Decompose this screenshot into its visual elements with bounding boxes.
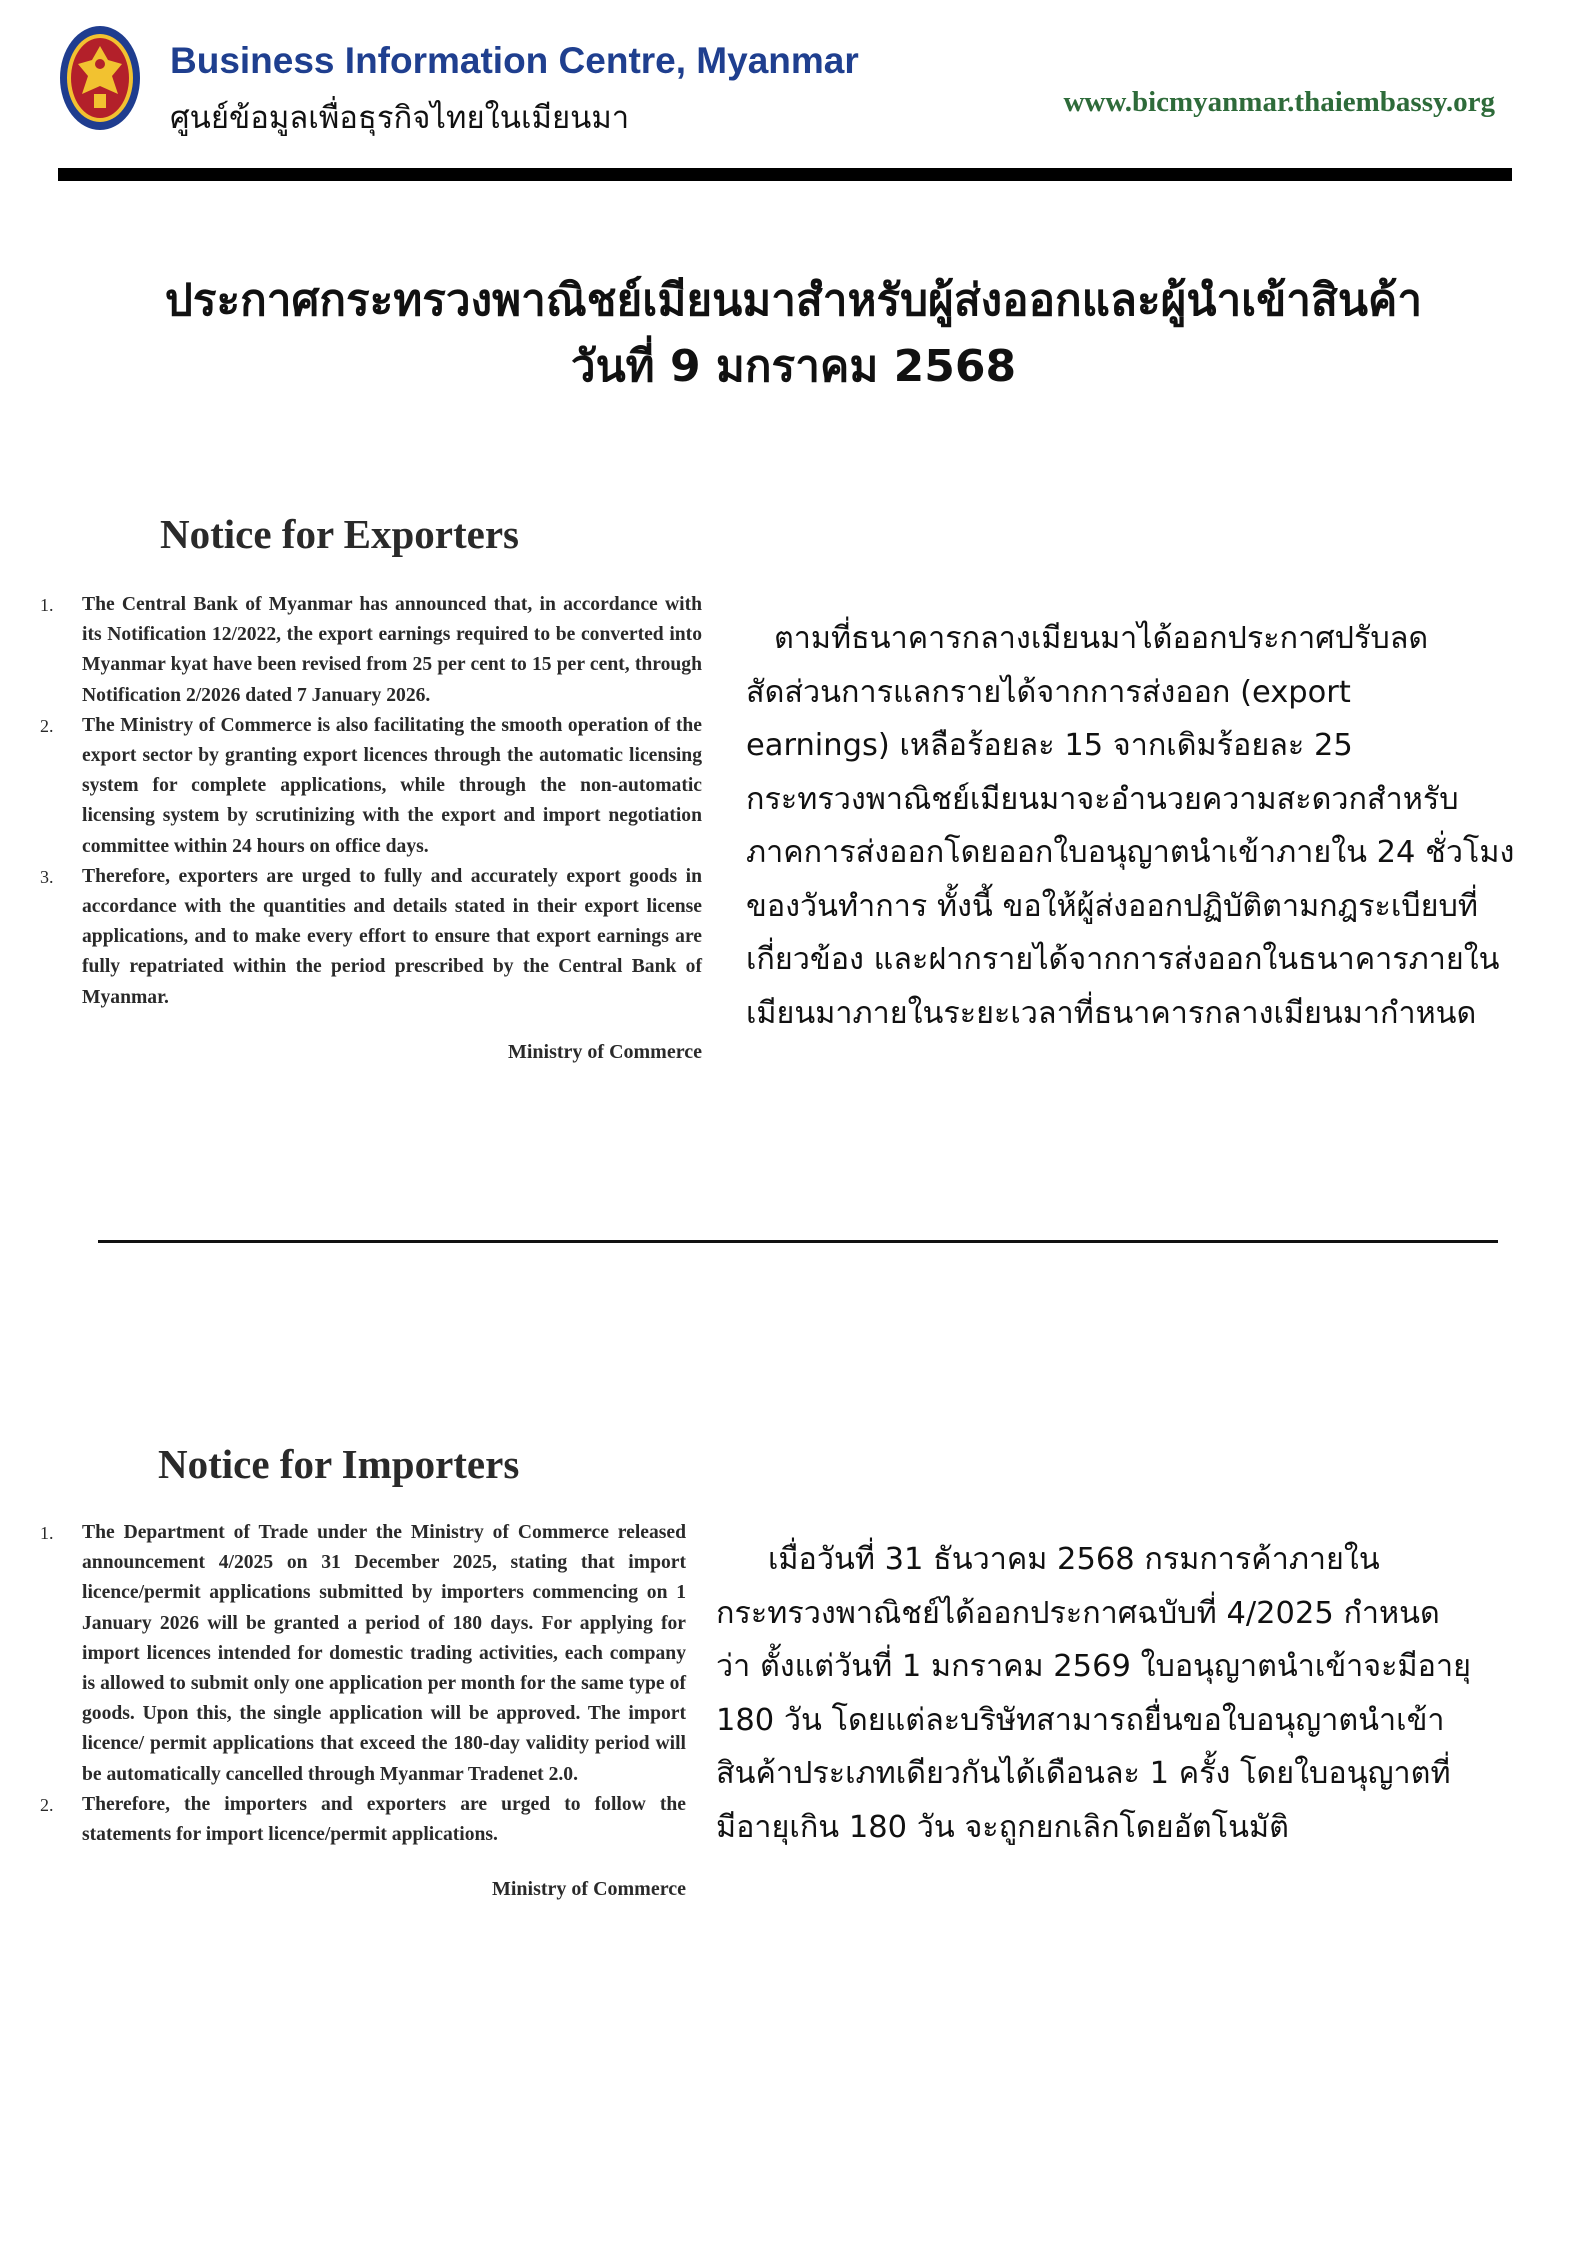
- summary-line: เกี่ยวข้อง และฝากรายได้จากการส่งออกในธนาคารภายใน: [746, 942, 1500, 977]
- summary-line: ตามที่ธนาคารกลางเมียนมาได้ออกประกาศปรับลด: [774, 621, 1429, 656]
- exporters-notice-item: [40, 711, 702, 862]
- exporters-summary-th: [746, 612, 1514, 1040]
- summary-line: เมื่อวันที่ 31 ธันวาคม 2568 กรมการค้าภายใน: [768, 1542, 1380, 1577]
- section-divider: [98, 1240, 1498, 1243]
- importers-summary-th: [716, 1533, 1471, 1854]
- summary-line: กระทรวงพาณิชย์ได้ออกประกาศฉบับที่ 4/2025 กำหนด: [716, 1595, 1440, 1631]
- exporters-notice-item: [40, 862, 702, 1013]
- item-text: The Central Bank of Myanmar has announced that, in accordance with its Notification 12/2022, the export earnings required to be converted into Myanmar kyat have been revised from 25 per cent to 15 per cent, through Notification 2/2026 dated 7 January 2026.: [82, 594, 702, 706]
- item-text: Therefore, exporters are urged to fully and accurately export goods in accordance with the quantities and details stated in their export license applications, and to make every effort to ensure that export earnings are fully repatriated within the period prescribed by the Central Bank of Myanmar.: [82, 865, 702, 1008]
- org-name-th: ศูนย์ข้อมูลเพื่อธุรกิจไทยในเมียนมา: [170, 100, 630, 136]
- summary-line: ว่า ตั้งแต่วันที่ 1 มกราคม 2569 ใบอนุญาตนำเข้าจะมีอายุ: [716, 1649, 1471, 1684]
- summary-line: ของวันทำการ ทั้งนี้ ขอให้ผู้ส่งออกปฏิบัติตามกฎระเบียบที่: [746, 888, 1478, 924]
- summary-line: 180 วัน โดยแต่ละบริษัทสามารถยื่นขอใบอนุญาตนำเข้า: [716, 1702, 1445, 1738]
- summary-line: กระทรวงพาณิชย์เมียนมาจะอำนวยความสะดวกสำหรับ: [746, 781, 1459, 817]
- exporters-notice-signature: Ministry of Commerce: [507, 1040, 702, 1063]
- importers-notice: [40, 1440, 686, 1901]
- item-text: The Department of Trade under the Ministry of Commerce released announcement 4/2025 on 31 December 2025, stating that import licence/permit applications submitted by importers commencing on 1 January 2026 will be granted a period of 180 days. For applying for import licences intended for domestic trading activities, each company is allowed to submit only one application per month for the same type of goods. Upon this, the single application will be approved. The import licence/ permit applications that exceed the 180-day validity period will be automatically cancelled through Myanmar Tradenet 2.0.: [82, 1522, 686, 1785]
- summary-line: เมียนมาภายในระยะเวลาที่ธนาคารกลางเมียนมากำหนด: [746, 995, 1477, 1031]
- item-number: 3.: [40, 866, 54, 887]
- item-number: 2.: [40, 715, 54, 736]
- summary-line: สินค้าประเภทเดียวกันได้เดือนละ 1 ครั้ง โดยใบอนุญาตที่: [716, 1756, 1451, 1791]
- exporters-notice-item: [40, 590, 702, 711]
- exporters-notice-heading: Notice for Exporters: [160, 511, 520, 557]
- org-name-en: Business Information Centre, Myanmar: [170, 40, 859, 81]
- importers-notice-heading: Notice for Importers: [158, 1441, 520, 1487]
- title-line-2: วันที่ 9 มกราคม 2568: [570, 341, 1017, 392]
- exporters-notice-list: [40, 590, 702, 1013]
- exporters-notice: [40, 510, 702, 1064]
- summary-line: สัดส่วนการแลกรายได้จากการส่งออก (export: [746, 674, 1351, 710]
- item-number: 2.: [40, 1794, 54, 1815]
- item-text: The Ministry of Commerce is also facilitating the smooth operation of the export sector by granting export licences through the automatic licensing system for complete applications, while through the non-automatic licensing system by scrutinizing with the export and import negotiation committee within 24 hours on office days.: [82, 714, 702, 857]
- importers-notice-signature: Ministry of Commerce: [491, 1878, 686, 1901]
- summary-line: ภาคการส่งออกโดยออกใบอนุญาตนำเข้าภายใน 24 ชั่วโมง: [746, 835, 1515, 870]
- page-title: [0, 268, 1587, 400]
- website-url: www.bicmyanmar.thaiembassy.org: [1063, 86, 1495, 118]
- importers-notice-item: [40, 1790, 686, 1850]
- item-number: 1.: [40, 595, 54, 615]
- importers-notice-list: [40, 1518, 686, 1850]
- header-divider: [58, 168, 1512, 181]
- garuda-emblem-icon: [58, 24, 142, 132]
- item-text: Therefore, the importers and exporters are urged to follow the statements for import licence/permit applications.: [82, 1793, 686, 1846]
- title-line-1: ประกาศกระทรวงพาณิชย์เมียนมาสำหรับผู้ส่งออกและผู้นำเข้าสินค้า: [164, 275, 1423, 326]
- item-number: 1.: [40, 1523, 54, 1543]
- importers-notice-item: [40, 1518, 686, 1790]
- summary-line: มีอายุเกิน 180 วัน จะถูกยกเลิกโดยอัตโนมัติ: [716, 1809, 1289, 1845]
- summary-line: earnings) เหลือร้อยละ 15 จากเดิมร้อยละ 25: [746, 728, 1353, 763]
